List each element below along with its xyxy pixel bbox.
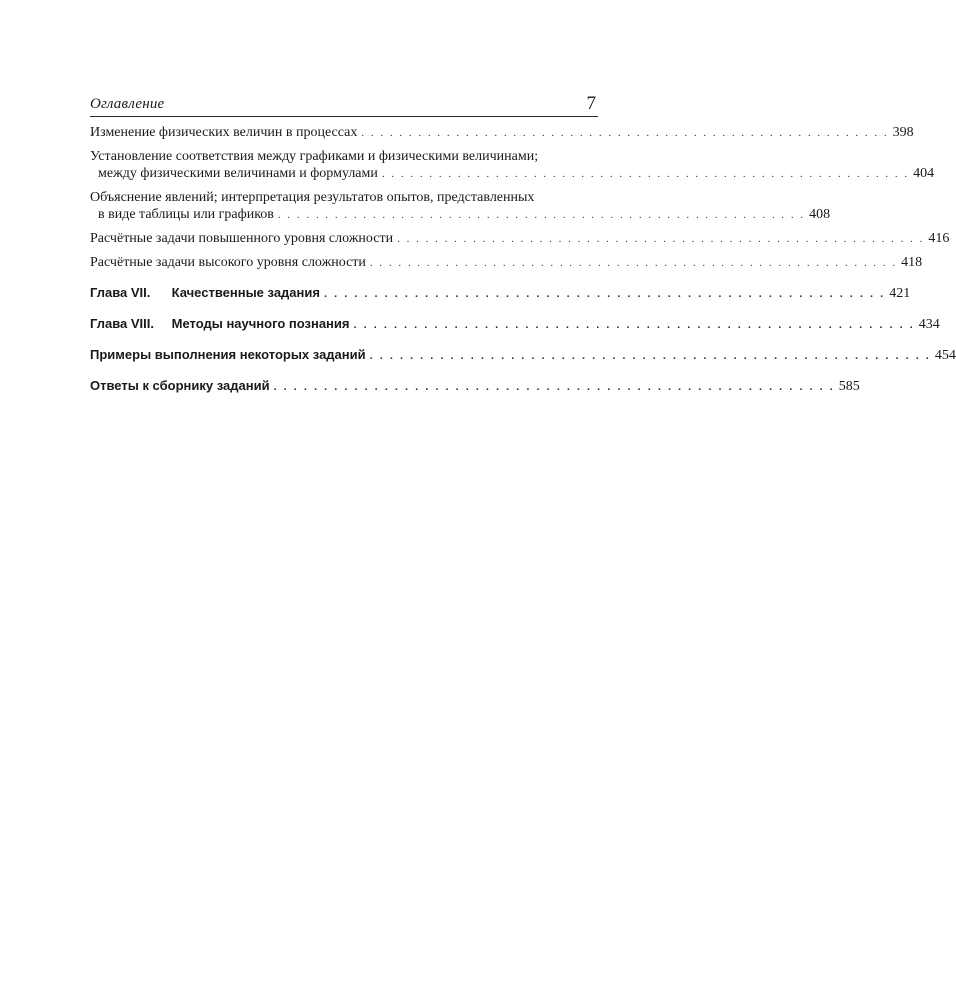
toc-entry-page: 408 <box>809 207 831 222</box>
dot-leader: . . . . . . . . . . . . . . . . . . . . . . . . . . . . . . . . . . . . . . . . . . . . . . . . . . . . . . . . <box>369 350 931 362</box>
toc-entry-title: Расчётные задачи высокого уровня сложности <box>90 255 366 270</box>
dot-leader: . . . . . . . . . . . . . . . . . . . . . . . . . . . . . . . . . . . . . . . . . . . . . . . . . . . . . . . . <box>277 209 806 221</box>
dot-leader: . . . . . . . . . . . . . . . . . . . . . . . . . . . . . . . . . . . . . . . . . . . . . . . . . . . . . . . . <box>381 168 910 180</box>
toc-chapter[interactable] <box>90 315 940 334</box>
running-header <box>90 90 598 117</box>
chapter-page: 421 <box>889 286 911 301</box>
dot-leader: . . . . . . . . . . . . . . . . . . . . . . . . . . . . . . . . . . . . . . . . . . . . . . . . . . . . . . . . <box>273 381 835 393</box>
toc-entry[interactable] <box>90 148 935 183</box>
toc-entry-title: Изменение физических величин в процессах <box>90 125 358 140</box>
toc-entry-page: 398 <box>892 125 914 140</box>
section-page: 585 <box>838 379 860 394</box>
toc-entry-title-continued: между физическими величинами и формулами <box>98 166 378 181</box>
chapter-title: Качественные задания <box>171 285 320 300</box>
section-title: Примеры выполнения некоторых заданий <box>90 347 366 362</box>
toc-section[interactable] <box>90 377 860 396</box>
dot-leader: . . . . . . . . . . . . . . . . . . . . . . . . . . . . . . . . . . . . . . . . . . . . . . . . . . . . . . . . <box>397 233 925 245</box>
section-title: Ответы к сборнику заданий <box>90 378 270 393</box>
toc-entry-title-continued: в виде таблицы или графиков <box>98 207 274 222</box>
dot-leader: . . . . . . . . . . . . . . . . . . . . . . . . . . . . . . . . . . . . . . . . . . . . . . . . . . . . . . . . <box>323 288 886 300</box>
toc-entry[interactable] <box>90 254 923 272</box>
toc-entry-page: 418 <box>901 255 923 270</box>
toc-entry[interactable] <box>90 230 950 248</box>
chapter-title: Методы научного познания <box>171 316 350 331</box>
chapter-label: Глава VII. <box>90 285 151 300</box>
toc-entry[interactable] <box>90 189 831 224</box>
dot-leader: . . . . . . . . . . . . . . . . . . . . . . . . . . . . . . . . . . . . . . . . . . . . . . . . . . . . . . . . <box>353 319 915 331</box>
running-title: Оглавление <box>90 96 165 112</box>
chapter-label: Глава VIII. <box>90 316 154 331</box>
toc-chapter[interactable] <box>90 284 911 303</box>
dot-leader: . . . . . . . . . . . . . . . . . . . . . . . . . . . . . . . . . . . . . . . . . . . . . . . . . . . . . . . . <box>369 257 898 269</box>
dot-leader: . . . . . . . . . . . . . . . . . . . . . . . . . . . . . . . . . . . . . . . . . . . . . . . . . . . . . . . . <box>361 127 889 139</box>
chapter-page: 434 <box>918 317 940 332</box>
toc-entry[interactable] <box>90 124 914 142</box>
toc-entry-title: Расчётные задачи повышенного уровня сложности <box>90 231 394 246</box>
table-of-contents <box>90 124 956 396</box>
toc-entry-title: Установление соответствия между графиками и физическими величинами; <box>90 149 539 164</box>
toc-section[interactable] <box>90 346 956 365</box>
page-number: 7 <box>586 93 596 114</box>
toc-entry-page: 404 <box>913 166 935 181</box>
section-page: 454 <box>934 348 956 363</box>
toc-entry-page: 416 <box>928 231 950 246</box>
toc-entry-title: Объяснение явлений; интерпретация результатов опытов, представленных <box>90 190 535 205</box>
